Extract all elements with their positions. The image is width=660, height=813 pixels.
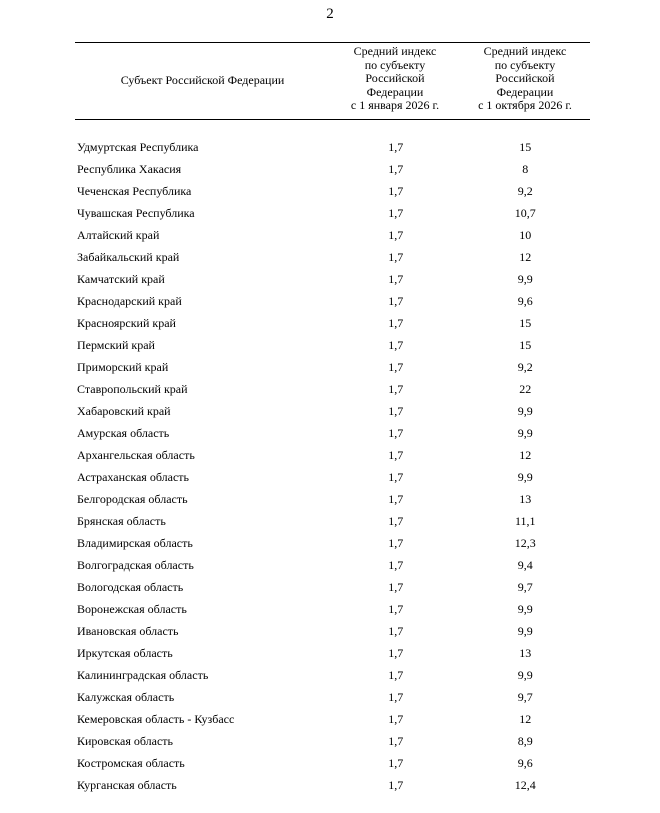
table-row (75, 136, 590, 158)
index-october-cell: 15 (519, 315, 532, 330)
index-january-cell: 1,7 (388, 689, 404, 704)
table-row (75, 642, 590, 664)
index-october-cell: 9,9 (517, 667, 533, 682)
table-row (75, 686, 590, 708)
page-number: 2 (326, 6, 334, 22)
table-row (75, 268, 590, 290)
index-january-cell: 1,7 (388, 777, 404, 792)
index-october-cell: 9,6 (517, 293, 533, 308)
subject-cell: Калужская область (77, 689, 175, 704)
index-october-cell: 15 (519, 139, 532, 154)
index-january-cell: 1,7 (388, 205, 404, 220)
table-row (75, 730, 590, 752)
subject-cell: Амурская область (77, 425, 170, 440)
subject-cell: Калининградская область (77, 667, 209, 682)
index-january-cell: 1,7 (388, 403, 404, 418)
table-row (75, 312, 590, 334)
index-january-cell: 1,7 (388, 557, 404, 572)
table-row (75, 444, 590, 466)
index-january-cell: 1,7 (388, 425, 404, 440)
header-line: Российской (365, 71, 425, 86)
subject-cell: Приморский край (77, 359, 169, 374)
subject-cell: Краснодарский край (77, 293, 182, 308)
index-october-cell: 9,6 (517, 755, 533, 770)
table-row (75, 620, 590, 642)
table-row (75, 466, 590, 488)
index-january-cell: 1,7 (388, 667, 404, 682)
table-row (75, 290, 590, 312)
table-row (75, 598, 590, 620)
index-october-cell: 12 (519, 447, 532, 462)
header-index-january (330, 43, 460, 119)
index-october-cell: 8,9 (517, 733, 533, 748)
index-october-cell: 9,7 (517, 579, 533, 594)
subject-cell: Чувашская Республика (77, 205, 195, 220)
tariff-index-table (75, 42, 590, 796)
index-october-cell: 9,9 (517, 469, 533, 484)
header-subject: Субъект Российской Федерации (120, 73, 285, 88)
table-row (75, 202, 590, 224)
index-october-cell: 10 (519, 227, 532, 242)
table-row (75, 334, 590, 356)
index-january-cell: 1,7 (388, 293, 404, 308)
header-line: Федерации (366, 84, 424, 99)
index-january-cell: 1,7 (388, 491, 404, 506)
index-january-cell: 1,7 (388, 315, 404, 330)
table-row (75, 356, 590, 378)
index-october-cell: 12,3 (514, 535, 536, 550)
index-october-cell: 9,2 (517, 359, 533, 374)
index-october-cell: 9,2 (517, 183, 533, 198)
index-january-cell: 1,7 (388, 447, 404, 462)
table-row (75, 708, 590, 730)
index-january-cell: 1,7 (388, 227, 404, 242)
subject-cell: Алтайский край (77, 227, 160, 242)
subject-cell: Красноярский край (77, 315, 176, 330)
subject-cell: Белгородская область (77, 491, 188, 506)
index-october-cell: 8 (522, 161, 529, 176)
subject-cell: Архангельская область (77, 447, 195, 462)
header-line: Средний индекс (353, 44, 437, 58)
header-line: Федерации (496, 84, 554, 99)
header-line: с 1 января 2026 г. (350, 98, 440, 113)
index-october-cell: 9,9 (517, 601, 533, 616)
index-january-cell: 1,7 (388, 249, 404, 264)
subject-cell: Ивановская область (77, 623, 179, 638)
subject-cell: Воронежская область (77, 601, 187, 616)
index-october-cell: 13 (519, 491, 532, 506)
subject-cell: Ставропольский край (77, 381, 188, 396)
header-index-october (460, 43, 590, 119)
index-october-cell: 9,9 (517, 271, 533, 286)
index-january-cell: 1,7 (388, 535, 404, 550)
subject-cell: Кировская область (77, 733, 174, 748)
subject-cell: Пермский край (77, 337, 155, 352)
table-row (75, 664, 590, 686)
index-october-cell: 9,9 (517, 403, 533, 418)
index-january-cell: 1,7 (388, 645, 404, 660)
subject-cell: Забайкальский край (77, 249, 180, 264)
header-line: по субъекту (364, 57, 426, 72)
index-january-cell: 1,7 (388, 469, 404, 484)
header-line: по субъекту (494, 57, 556, 72)
subject-cell: Удмуртская Республика (77, 139, 199, 154)
index-january-cell: 1,7 (388, 601, 404, 616)
subject-cell: Астраханская область (77, 469, 189, 484)
subject-cell: Камчатский край (77, 271, 165, 286)
subject-cell: Республика Хакасия (77, 161, 182, 176)
index-january-cell: 1,7 (388, 733, 404, 748)
table-row (75, 158, 590, 180)
table-row (75, 576, 590, 598)
index-october-cell: 22 (519, 381, 532, 396)
header-line: Российской (495, 71, 555, 86)
subject-cell: Вологодская область (77, 579, 184, 594)
index-january-cell: 1,7 (388, 381, 404, 396)
table-row (75, 246, 590, 268)
index-january-cell: 1,7 (388, 623, 404, 638)
table-row (75, 532, 590, 554)
index-january-cell: 1,7 (388, 139, 404, 154)
subject-cell: Волгоградская область (77, 557, 194, 572)
index-january-cell: 1,7 (388, 359, 404, 374)
header-line: Средний индекс (483, 44, 567, 58)
table-row (75, 224, 590, 246)
subject-cell: Курганская область (77, 777, 177, 792)
index-october-cell: 9,4 (517, 557, 533, 572)
index-october-cell: 12,4 (514, 777, 536, 792)
table-body (75, 120, 590, 796)
table-row (75, 752, 590, 774)
index-january-cell: 1,7 (388, 711, 404, 726)
subject-cell: Владимирская область (77, 535, 193, 550)
index-october-cell: 12 (519, 711, 532, 726)
subject-cell: Костромская область (77, 755, 185, 770)
index-january-cell: 1,7 (388, 337, 404, 352)
index-january-cell: 1,7 (388, 755, 404, 770)
subject-cell: Брянская область (77, 513, 166, 528)
table-row (75, 180, 590, 202)
table-row (75, 510, 590, 532)
header-line: с 1 октября 2026 г. (478, 98, 572, 113)
subject-cell: Чеченская Республика (77, 183, 192, 198)
index-october-cell: 9,9 (517, 623, 533, 638)
index-january-cell: 1,7 (388, 161, 404, 176)
index-january-cell: 1,7 (388, 183, 404, 198)
index-october-cell: 10,7 (514, 205, 536, 220)
subject-cell: Иркутская область (77, 645, 173, 660)
table-header (75, 42, 590, 120)
index-october-cell: 15 (519, 337, 532, 352)
index-october-cell: 9,7 (517, 689, 533, 704)
index-january-cell: 1,7 (388, 513, 404, 528)
subject-cell: Кемеровская область - Кузбасс (77, 711, 235, 726)
index-october-cell: 11,1 (514, 513, 536, 528)
table-row (75, 400, 590, 422)
index-january-cell: 1,7 (388, 271, 404, 286)
table-row (75, 774, 590, 796)
index-january-cell: 1,7 (388, 579, 404, 594)
table-row (75, 488, 590, 510)
index-october-cell: 12 (519, 249, 532, 264)
index-october-cell: 9,9 (517, 425, 533, 440)
index-october-cell: 13 (519, 645, 532, 660)
table-row (75, 422, 590, 444)
table-row (75, 554, 590, 576)
subject-cell: Хабаровский край (77, 403, 171, 418)
table-row (75, 378, 590, 400)
